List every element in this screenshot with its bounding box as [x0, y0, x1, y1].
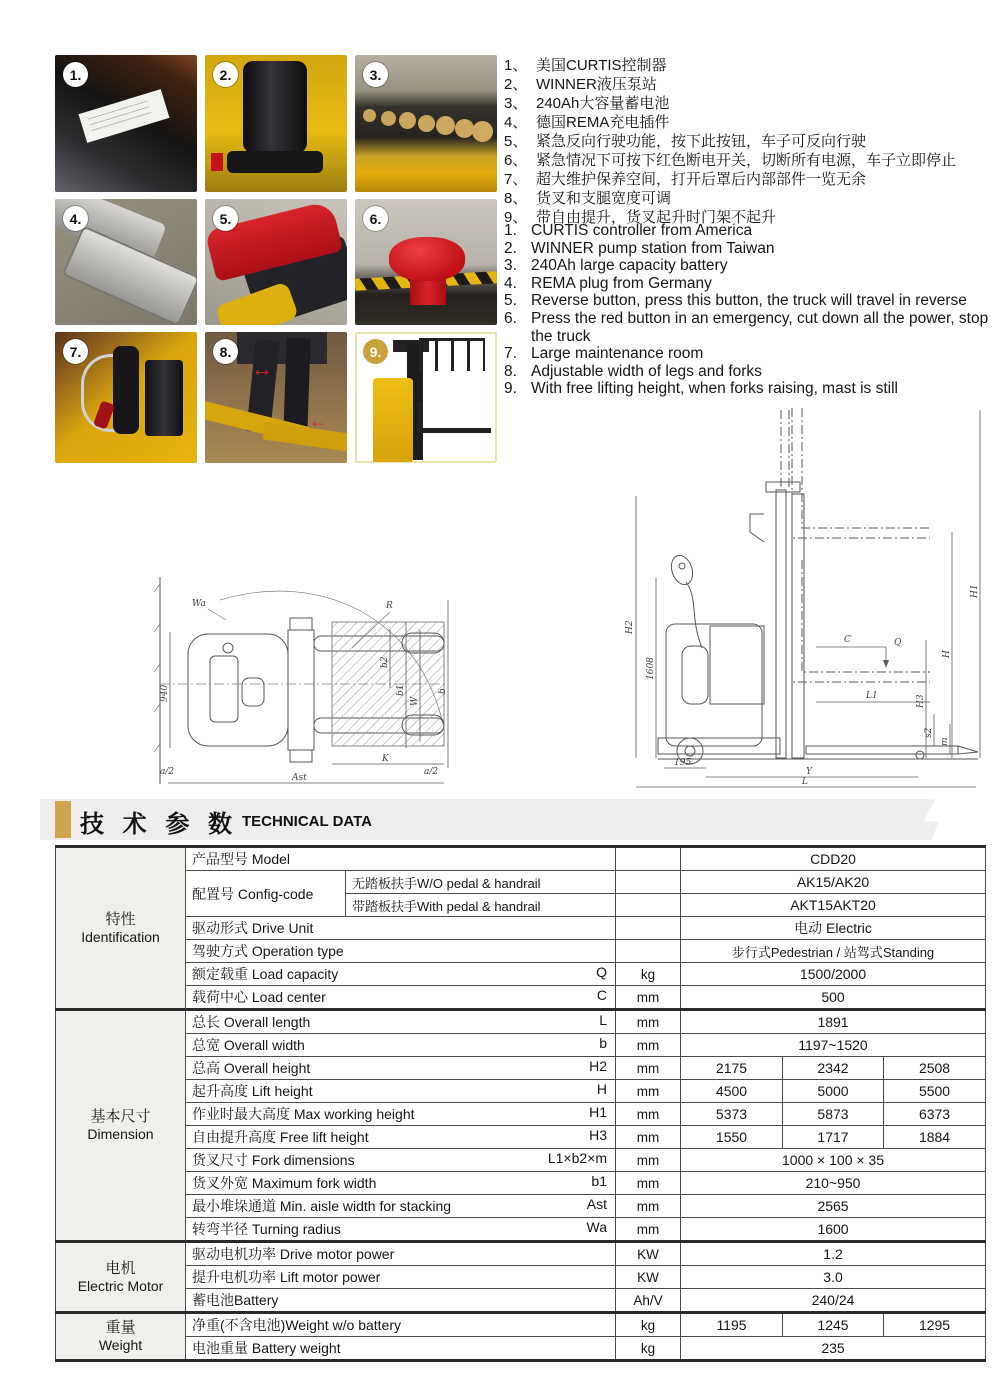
photo-number-badge: 8. [213, 339, 238, 364]
table-row: 货叉尺寸 Fork dimensions L1×b2×m mm 1000 × 100 × 35 [56, 1149, 986, 1172]
svg-text:a/2: a/2 [424, 767, 439, 777]
list-item: 7、 超大维护保养空间，打开后罩后内部部件一览无余 [504, 171, 867, 188]
table-row: 总高 Overall height H2 mm 2175 2342 2508 [56, 1057, 986, 1080]
svg-text:195: 195 [674, 758, 692, 768]
photo-adjustable-forks [205, 332, 347, 463]
svg-text:m: m [940, 737, 950, 746]
list-item: 3. 240Ah large capacity battery [504, 257, 728, 275]
svg-text:C: C [844, 635, 851, 645]
drawing-side-view [578, 402, 998, 794]
fork-art [283, 338, 310, 435]
section-identification [56, 847, 986, 1010]
features-list-cn [504, 56, 998, 227]
svg-text:H: H [942, 650, 952, 658]
features-list-en [504, 222, 998, 398]
photo-number-badge: 7. [63, 339, 88, 364]
svg-text:Wa: Wa [192, 599, 206, 609]
list-item: 4、 德国REMA充电插件 [504, 114, 670, 131]
photo-battery-terminals [355, 55, 497, 192]
svg-text:L: L [802, 777, 808, 787]
width-arrow-icon: ↔ [251, 356, 273, 381]
table-row: 基本尺寸 Dimension 总长 Overall length L mm 1891 [56, 1010, 986, 1034]
pump-red-art [211, 153, 223, 171]
table-row: 总宽 Overall width b mm 1197~1520 [56, 1034, 986, 1057]
battery-label-art [78, 89, 169, 143]
section-electric-motor [56, 1242, 986, 1313]
photo-controller-battery [55, 55, 197, 192]
table-row: 起升高度 Lift height H mm 4500 5000 5500 [56, 1080, 986, 1103]
photo-number-badge: 4. [63, 206, 88, 231]
svg-text:b: b [438, 688, 448, 694]
list-item: 1、 美国CURTIS控制器 [504, 57, 667, 74]
photo-number-badge: 1. [63, 62, 88, 87]
header-title-cn: 技 术 参 数 [80, 810, 239, 838]
category-cell: 基本尺寸 Dimension [56, 1010, 186, 1242]
tech-data-header [80, 804, 372, 838]
photo-rema-plug [55, 199, 197, 325]
table-row: 重量 Weight 净重(不含电池)Weight w/o battery kg 1195 1245 1295 [56, 1313, 986, 1337]
list-item: 6. Press the red button in an emergency, cut down all the power, stop the truck [504, 309, 989, 345]
svg-text:K: K [382, 754, 389, 764]
table-row: 自由提升高度 Free lift height H3 mm 1550 1717 1884 [56, 1126, 986, 1149]
svg-text:H1: H1 [970, 584, 980, 598]
svg-text:a/2: a/2 [160, 767, 175, 777]
leg-art [262, 422, 347, 457]
list-item: 2. WINNER pump station from Taiwan [504, 239, 775, 257]
gold-accent-bar [55, 801, 71, 838]
table-row: 最小堆垛通道 Min. aisle width for stacking Ast mm 2565 [56, 1195, 986, 1218]
section-weight [56, 1313, 986, 1361]
estop-stem-art [410, 277, 446, 305]
table-row: 蓄电池Battery Ah/V 240/24 [56, 1289, 986, 1313]
table-row: 驱动形式 Drive Unit 电动 Electric [56, 917, 986, 940]
header-title-en: TECHNICAL DATA [242, 812, 373, 830]
svg-text:b1: b1 [396, 684, 406, 696]
motor-art [113, 346, 139, 434]
list-item: 5. Reverse button, press this button, the truck will travel in reverse [504, 292, 967, 310]
svg-text:R: R [386, 601, 393, 611]
list-item: 2、 WINNER液压泵站 [504, 76, 657, 93]
list-item: 1. CURTIS controller from America [504, 222, 753, 239]
table-row: 转弯半径 Turning radius Wa mm 1600 [56, 1218, 986, 1242]
category-cell: 电机 Electric Motor [56, 1242, 186, 1313]
svg-text:H2: H2 [625, 620, 635, 634]
photo-reverse-button [205, 199, 347, 325]
width-arrow-icon: ← [309, 411, 327, 431]
backrest-rail-art [419, 338, 485, 371]
category-cell: 重量 Weight [56, 1313, 186, 1361]
svg-text:H3: H3 [916, 694, 926, 708]
estop-cap-art [389, 237, 465, 281]
list-item: 8、 货叉和支腿宽度可调 [504, 190, 672, 207]
section-dimension [56, 1010, 986, 1242]
fork-art [419, 428, 491, 433]
table-row: 带踏板扶手With pedal & handrail AKT15AKT20 [56, 894, 986, 917]
table-row: 货叉外宽 Maximum fork width b1 mm 210~950 [56, 1172, 986, 1195]
motor-art [145, 360, 183, 436]
list-item: 8. Adjustable width of legs and forks [504, 362, 762, 380]
table-row: 特性 Identification 产品型号 Model CDD20 [56, 847, 986, 871]
table-row: 载荷中心 Load center C mm 500 [56, 986, 986, 1010]
photo-pump-station [205, 55, 347, 192]
svg-text:1608: 1608 [646, 657, 656, 680]
table-row: 电机 Electric Motor 驱动电机功率 Drive motor power KW 1.2 [56, 1242, 986, 1266]
category-cell: 特性 Identification [56, 847, 186, 1010]
svg-text:s2: s2 [924, 727, 934, 738]
svg-text:Q: Q [894, 638, 902, 648]
photo-emergency-button [355, 199, 497, 325]
svg-text:Ast: Ast [292, 773, 307, 783]
terminals-art [363, 109, 376, 122]
photo-number-badge: 3. [363, 62, 388, 87]
svg-text:L1: L1 [866, 691, 878, 701]
svg-text:940: 940 [160, 684, 170, 702]
list-item: 6、 紧急情况下可按下红色断电开关，切断所有电源，车子立即停止 [504, 152, 957, 169]
photo-number-badge: 2. [213, 62, 238, 87]
table-row: 作业时最大高度 Max working height H1 mm 5373 5873 6373 [56, 1103, 986, 1126]
table-row: 驾驶方式 Operation type 步行式Pedestrian / 站驾式Standing [56, 940, 986, 963]
table-row: 提升电机功率 Lift motor power KW 3.0 [56, 1266, 986, 1289]
list-item: 9. With free lifting height, when forks raising, mast is still [504, 380, 898, 398]
list-item: 3、 240Ah大容量蓄电池 [504, 95, 670, 112]
svg-text:Y: Y [806, 767, 812, 777]
photo-maintenance-room [55, 332, 197, 463]
list-item: 4. REMA plug from Germany [504, 274, 712, 292]
svg-text:b2: b2 [380, 656, 390, 668]
list-item: 7. Large maintenance room [504, 345, 704, 363]
photo-grid [55, 55, 497, 463]
photo-free-lift-stacker [355, 332, 497, 463]
photo-number-badge: 5. [213, 206, 238, 231]
svg-text:W: W [410, 696, 420, 706]
drawing-top-view [140, 572, 465, 800]
truck-body-art [373, 378, 413, 462]
list-item: 9、 带自由提升，货叉起升时门架不起升 [504, 209, 777, 226]
pump-cylinder-art [243, 61, 307, 153]
table-row: 配置号 Config-code 无踏板扶手W/O pedal & handrail AK15/AK20 [56, 871, 986, 894]
list-item: 5、 紧急反向行驶功能，按下此按钮，车子可反向行驶 [504, 133, 867, 150]
table-row: 电池重量 Battery weight kg 235 [56, 1337, 986, 1361]
table-row: 额定载重 Load capacity Q kg 1500/2000 [56, 963, 986, 986]
photo-number-badge: 9. [363, 339, 388, 364]
spec-table [55, 845, 986, 1362]
photo-number-badge: 6. [363, 206, 388, 231]
pump-base-art [227, 151, 323, 173]
